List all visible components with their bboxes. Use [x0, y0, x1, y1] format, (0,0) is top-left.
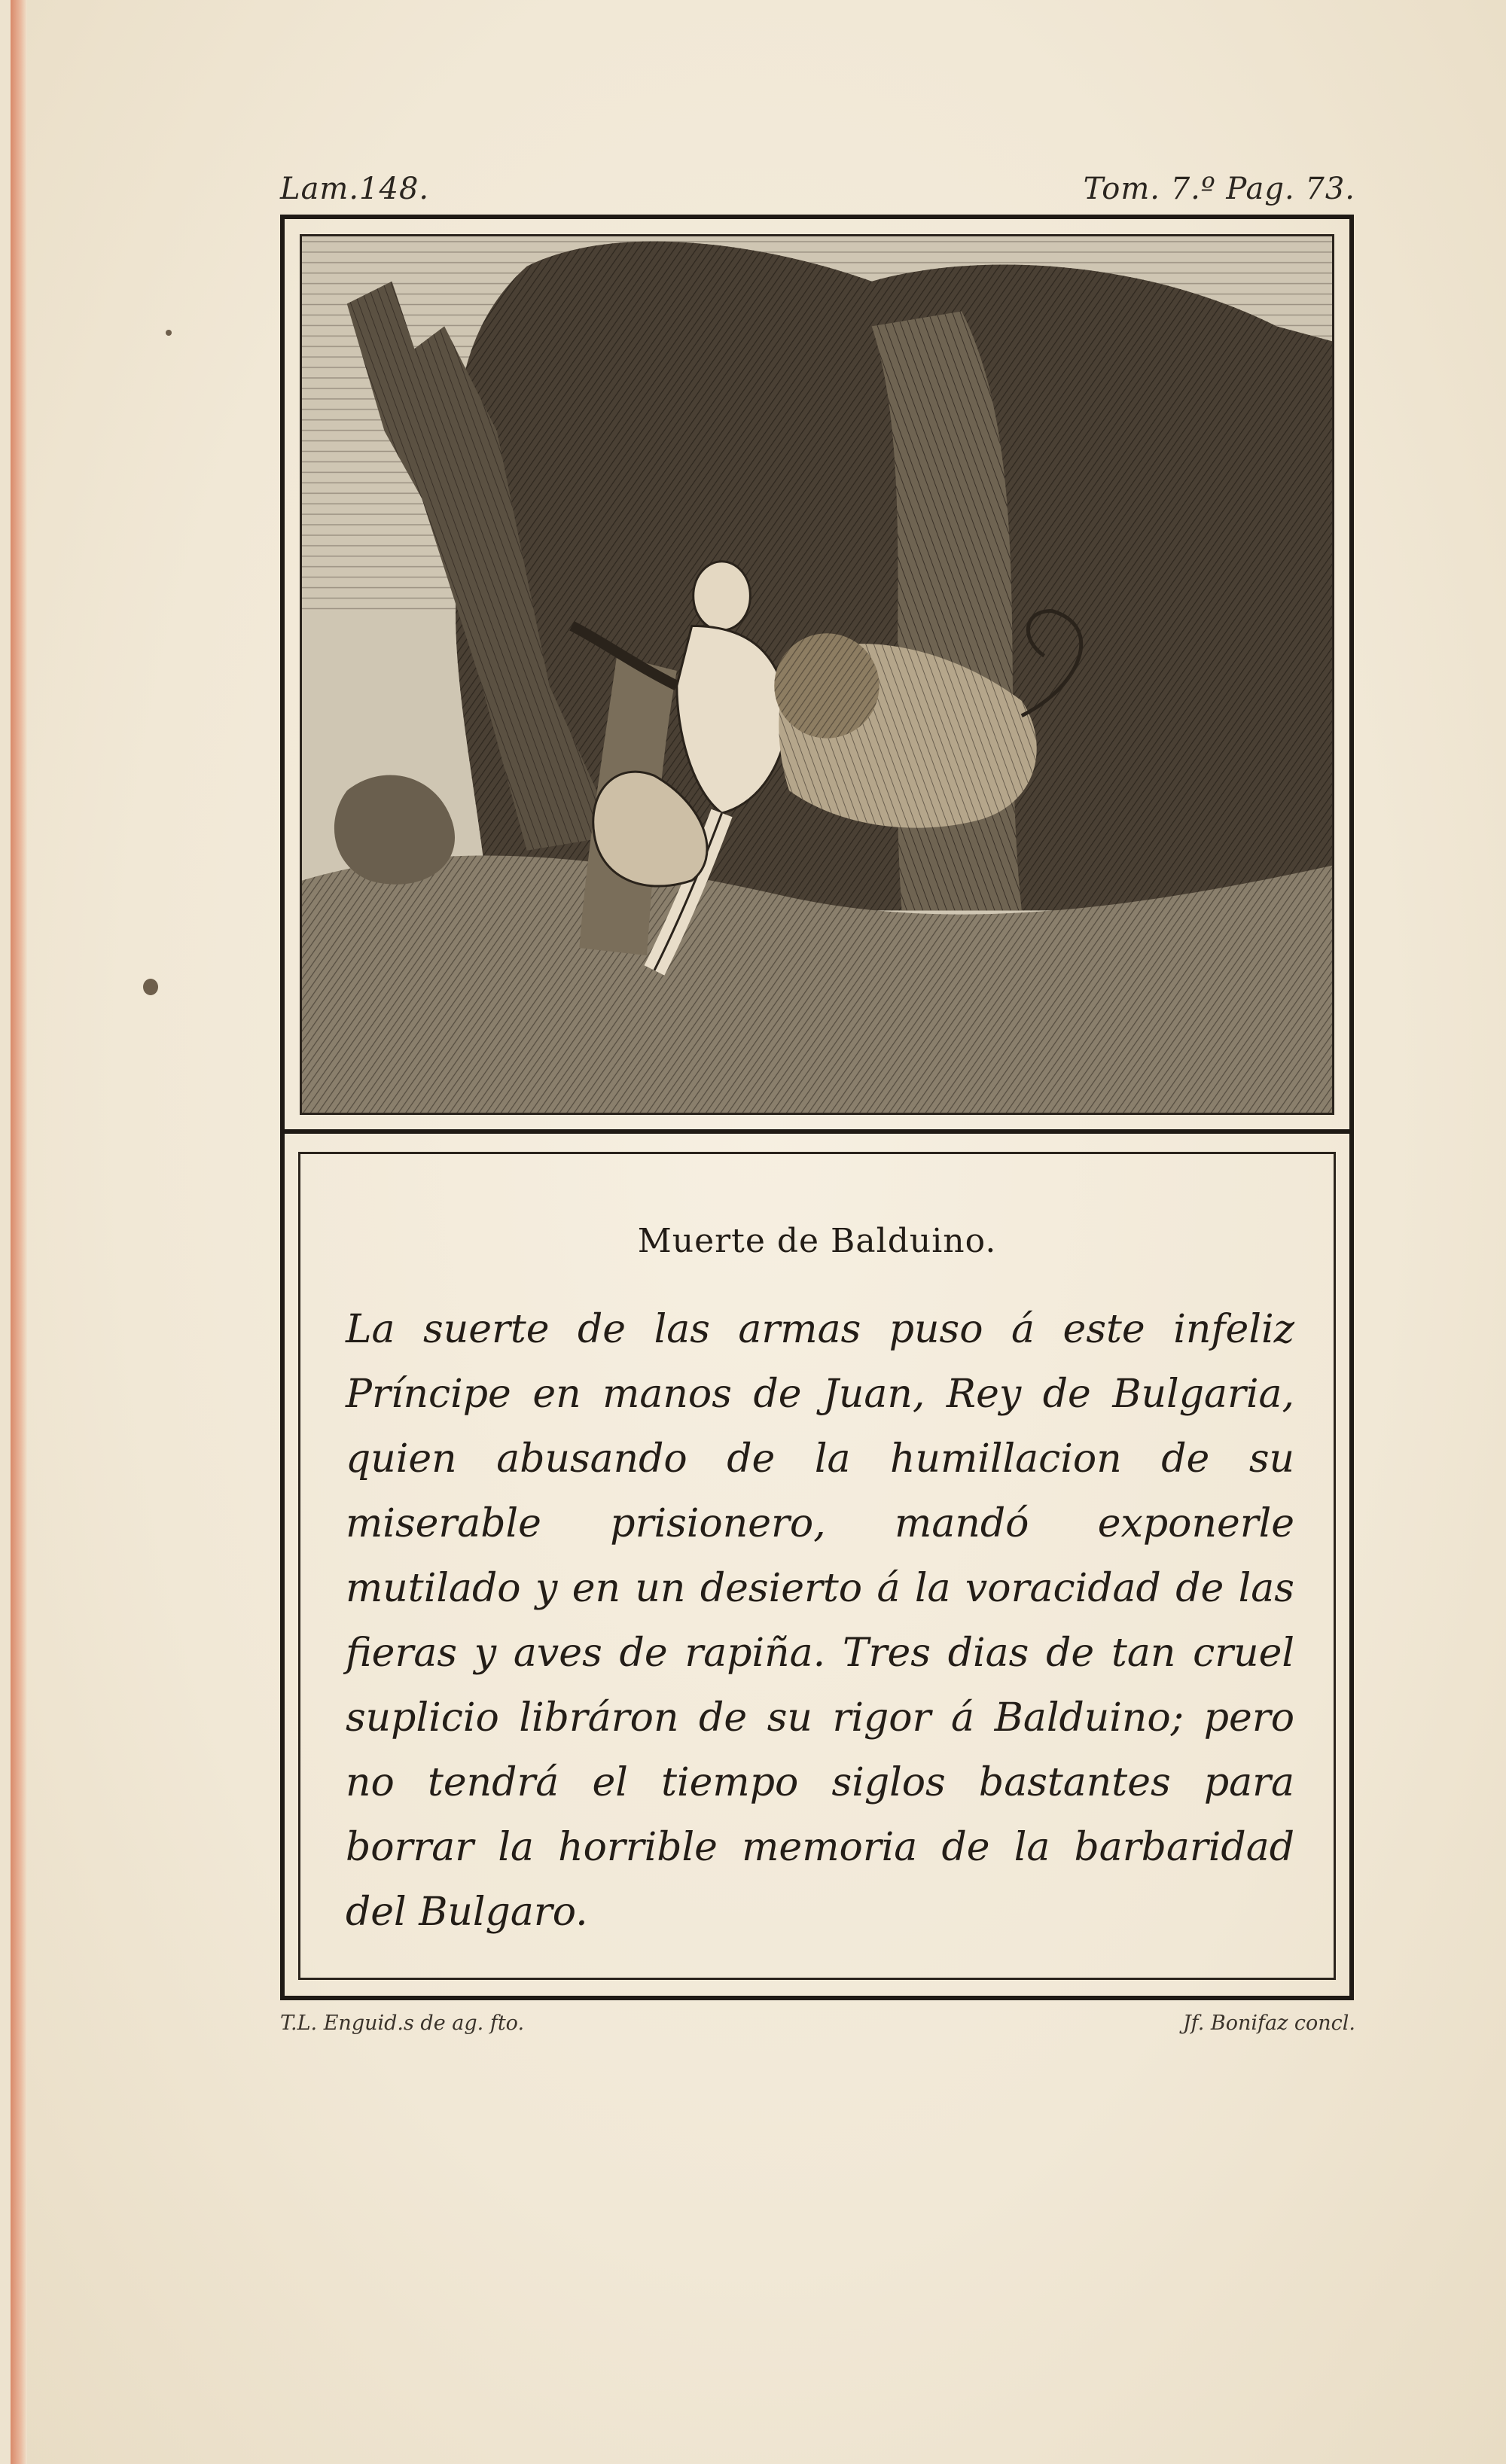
caption-title: Muerte de Balduino. — [637, 1222, 997, 1260]
caption-text: La suerte de las armas puso á este infeliz Príncipe en manos de Juan, Rey de Bulgaria, quien abusando de la humillacion de su miserable prisionero, mandó exponerle mutilado y en un desierto á la voracidad de las fieras y aves de rapiña. Tres dias de tan cruel suplicio libráron de su rigor á Balduino; pero no tendrá el tiempo siglos bastantes para borrar la horrible memoria de la barbaridad del Bulgaro. — [346, 1307, 1294, 1935]
paper-edge-tint — [11, 0, 27, 2464]
engraving-drawing — [302, 236, 1332, 1113]
foxing-spot — [143, 979, 158, 995]
engraving-illustration — [300, 234, 1334, 1115]
caption-box — [298, 1152, 1336, 1980]
frame-divider — [280, 1129, 1354, 1134]
engraver-credit: T.L. Enguid.s de ag. fto. — [280, 2012, 525, 2035]
foxing-spot — [166, 330, 172, 336]
finisher-credit: Jf. Bonifaz concl. — [1182, 2012, 1355, 2035]
plate-number: Lam.148. — [280, 172, 430, 206]
volume-page-reference: Tom. 7.º Pag. 73. — [1083, 172, 1355, 206]
